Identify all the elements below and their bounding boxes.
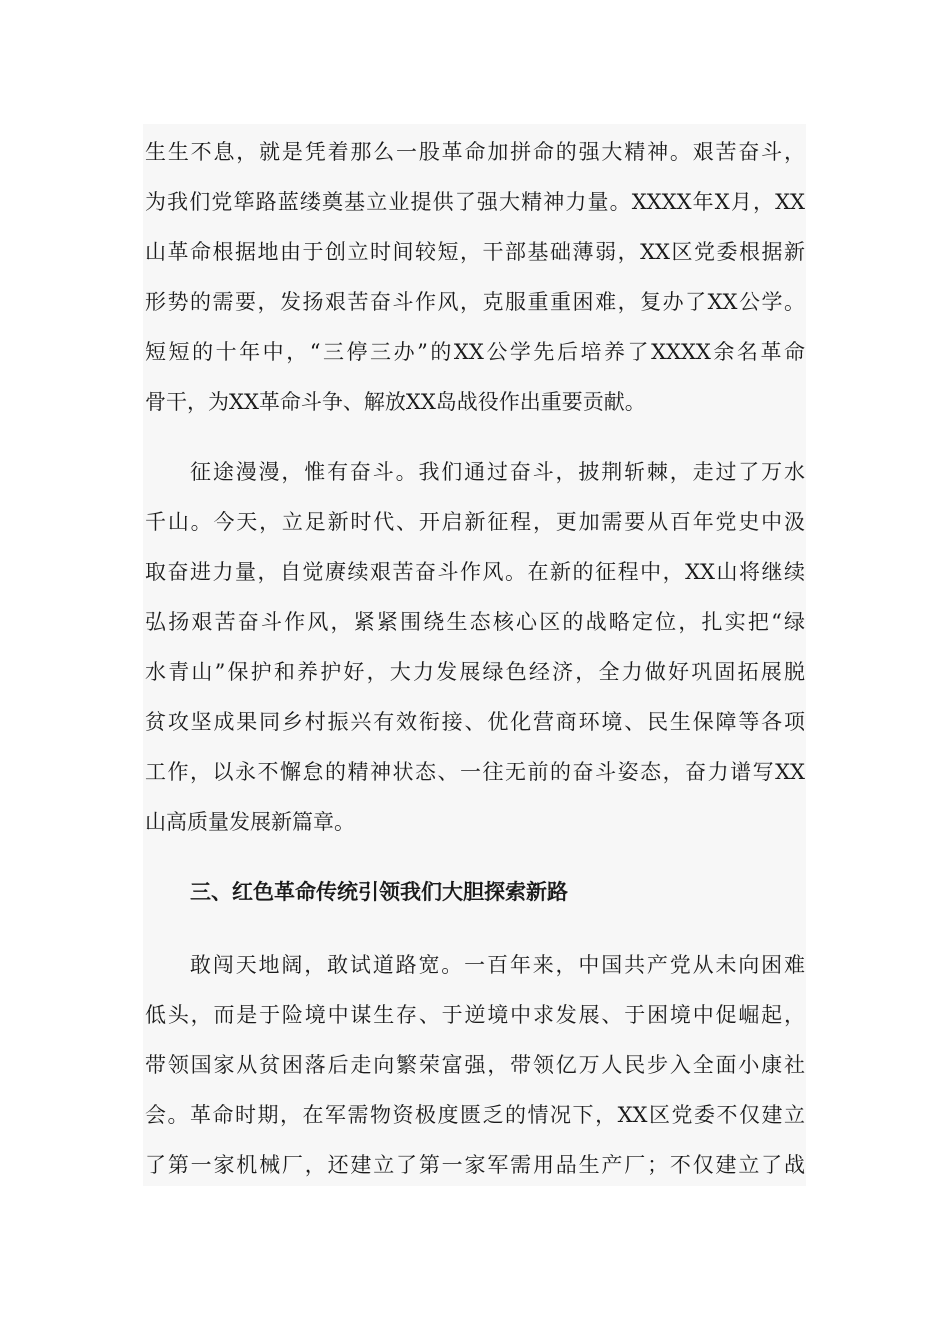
paragraph-3-line-5: 了第一家机械厂，还建立了第一家军需用品生产厂；不仅建立了战 (145, 1153, 805, 1177)
paragraph-1-line-1: 生生不息，就是凭着那么一股革命加拼命的强大精神。艰苦奋斗， (145, 140, 805, 164)
paragraph-2-line-5: 水青山”保护和养护好，大力发展绿色经济，全力做好巩固拓展脱 (145, 660, 805, 684)
paragraph-1-line-2: 为我们党筚路蓝缕奠基立业提供了强大精神力量。XXXX年X月，XX (145, 190, 805, 214)
paragraph-1-line-3: 山革命根据地由于创立时间较短，干部基础薄弱，XX区党委根据新 (145, 240, 805, 264)
section-heading: 三、红色革命传统引领我们大胆探索新路 (190, 880, 568, 904)
paragraph-1-line-6: 骨干，为XX革命斗争、解放XX岛战役作出重要贡献。 (145, 390, 646, 414)
paragraph-3-line-2: 低头，而是于险境中谋生存、于逆境中求发展、于困境中促崛起， (145, 1003, 805, 1027)
paragraph-2-line-8: 山高质量发展新篇章。 (145, 810, 355, 834)
paragraph-2-line-1: 征途漫漫，惟有奋斗。我们通过奋斗，披荆斩棘，走过了万水 (190, 460, 805, 484)
paragraph-3-line-4: 会。革命时期，在军需物资极度匮乏的情况下，XX区党委不仅建立 (145, 1103, 805, 1127)
paragraph-3-line-3: 带领国家从贫困落后走向繁荣富强，带领亿万人民步入全面小康社 (145, 1053, 805, 1077)
paragraph-2-line-7: 工作，以永不懈怠的精神状态、一往无前的奋斗姿态，奋力谱写XX (145, 760, 805, 784)
paragraph-1-line-5: 短短的十年中，“三停三办”的XX公学先后培养了XXXX余名革命 (145, 340, 805, 364)
paragraph-1-line-4: 形势的需要，发扬艰苦奋斗作风，克服重重困难，复办了XX公学。 (145, 290, 805, 314)
paragraph-2-line-3: 取奋进力量，自觉赓续艰苦奋斗作风。在新的征程中，XX山将继续 (145, 560, 805, 584)
paragraph-2-line-2: 千山。今天，立足新时代、开启新征程，更加需要从百年党史中汲 (145, 510, 805, 534)
paragraph-3-line-1: 敢闯天地阔，敢试道路宽。一百年来，中国共产党从未向困难 (190, 953, 805, 977)
paragraph-2-line-4: 弘扬艰苦奋斗作风，紧紧围绕生态核心区的战略定位，扎实把“绿 (145, 610, 805, 634)
paragraph-2-line-6: 贫攻坚成果同乡村振兴有效衔接、优化营商环境、民生保障等各项 (145, 710, 805, 734)
